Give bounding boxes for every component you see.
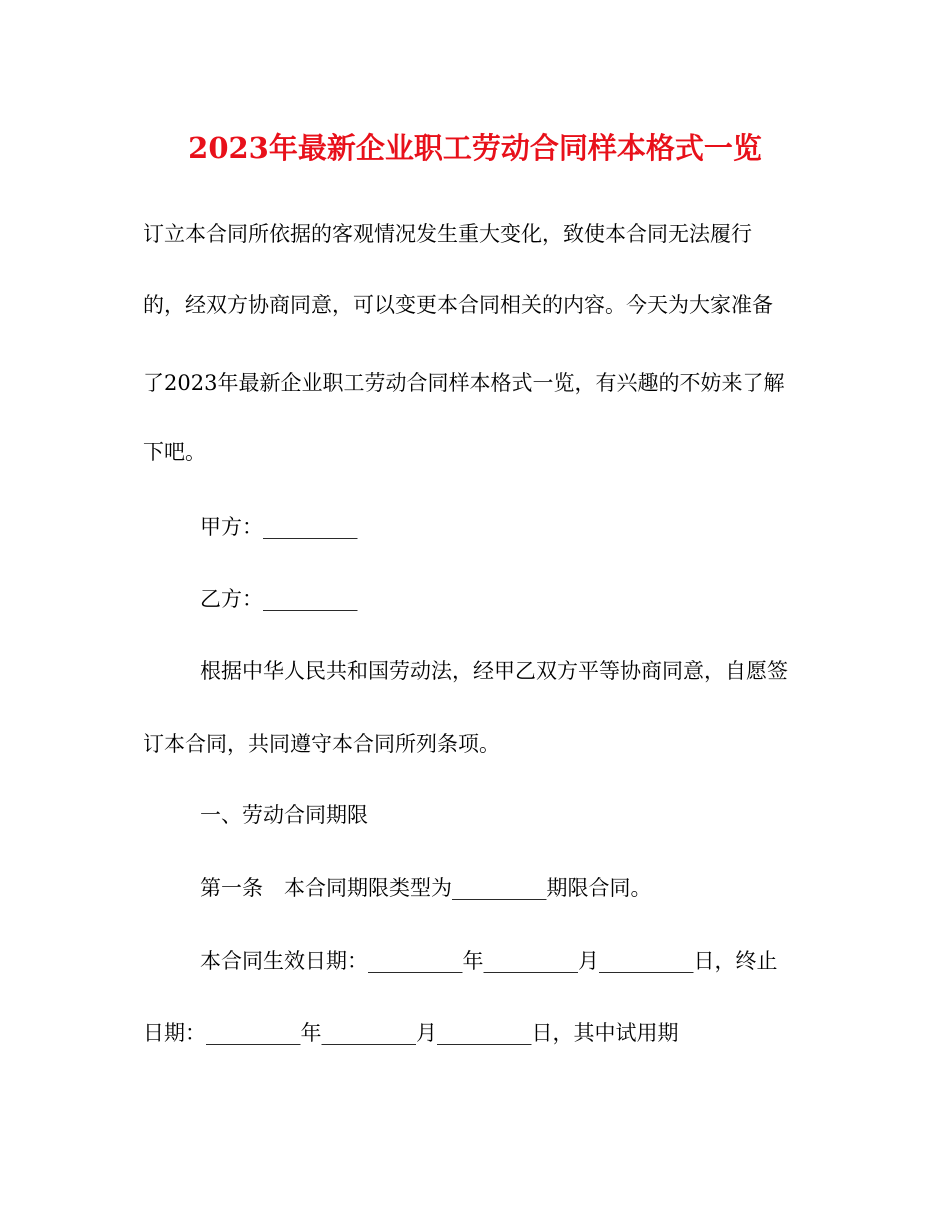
intro-line-1: 订立本合同所依据的客观情况发生重大变化，致使本合同无法履行	[143, 222, 752, 246]
effective-date-line-1: 本合同生效日期：_________年_________月_________日，终止	[200, 949, 778, 973]
article-1-line: 第一条 本合同期限类型为_________期限合同。	[200, 876, 652, 900]
party-b-line: 乙方：_________	[200, 587, 358, 611]
intro-line-3: 了2023年最新企业职工劳动合同样本格式一览，有兴趣的不妨来了解	[143, 371, 785, 395]
section-heading: 一、劳动合同期限	[200, 803, 368, 827]
basis-line-1: 根据中华人民共和国劳动法，经甲乙双方平等协商同意，自愿签	[200, 659, 788, 683]
intro-line-4: 下吧。	[143, 440, 206, 464]
effective-date-line-2: 日期：_________年_________月_________日，其中试用期	[143, 1021, 679, 1045]
party-a-line: 甲方：_________	[200, 515, 358, 539]
document-title: 2023年最新企业职工劳动合同样本格式一览	[188, 131, 762, 165]
intro-line-2: 的，经双方协商同意，可以变更本合同相关的内容。今天为大家准备	[143, 293, 773, 317]
basis-line-2: 订本合同，共同遵守本合同所列条项。	[143, 732, 500, 756]
